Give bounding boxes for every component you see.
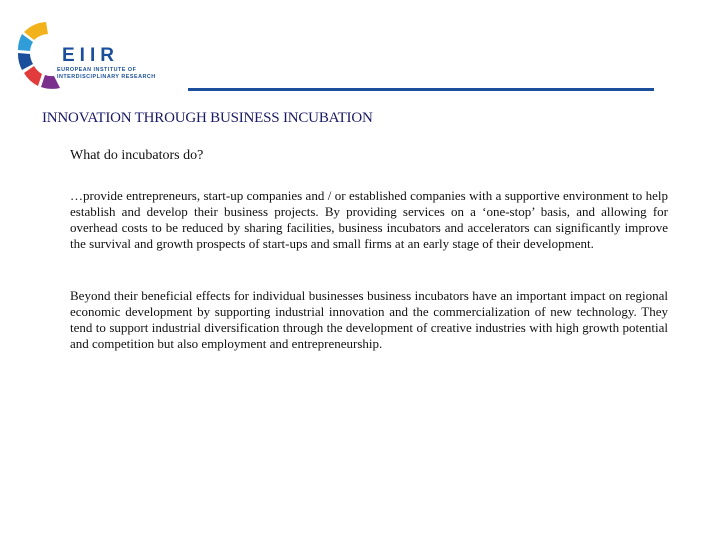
paragraph-2: Beyond their beneficial effects for individual businesses business incubators have an important impact on regional economic development by supporting industrial innovation and the commercialization of new technology. They tend to support industrial diversification through the development of creative industries with high growth potential and competition but also employment and entrepreneurship. — [70, 288, 668, 351]
slide-question: What do incubators do? — [70, 148, 204, 163]
logo-ring-icon — [16, 16, 66, 96]
logo-subtitle: EUROPEAN INSTITUTE OF INTERDISCIPLINARY RESEARCH — [57, 67, 156, 80]
paragraph-1: …provide entrepreneurs, start-up companies and / or established companies with a supportive environment to help establish and develop their business projects. By providing services on a ‘one-stop’ basis, and allowing for overhead costs to be reduced by sharing facilities, business incubators and accelerators can significantly improve the survival and growth prospects of start-ups and small firms at an early stage of their development. — [70, 188, 668, 251]
header-rule — [188, 88, 654, 91]
eiir-logo — [16, 16, 176, 96]
logo-wordmark: EIIR — [62, 45, 119, 66]
slide-title: INNOVATION THROUGH BUSINESS INCUBATION — [42, 110, 373, 126]
